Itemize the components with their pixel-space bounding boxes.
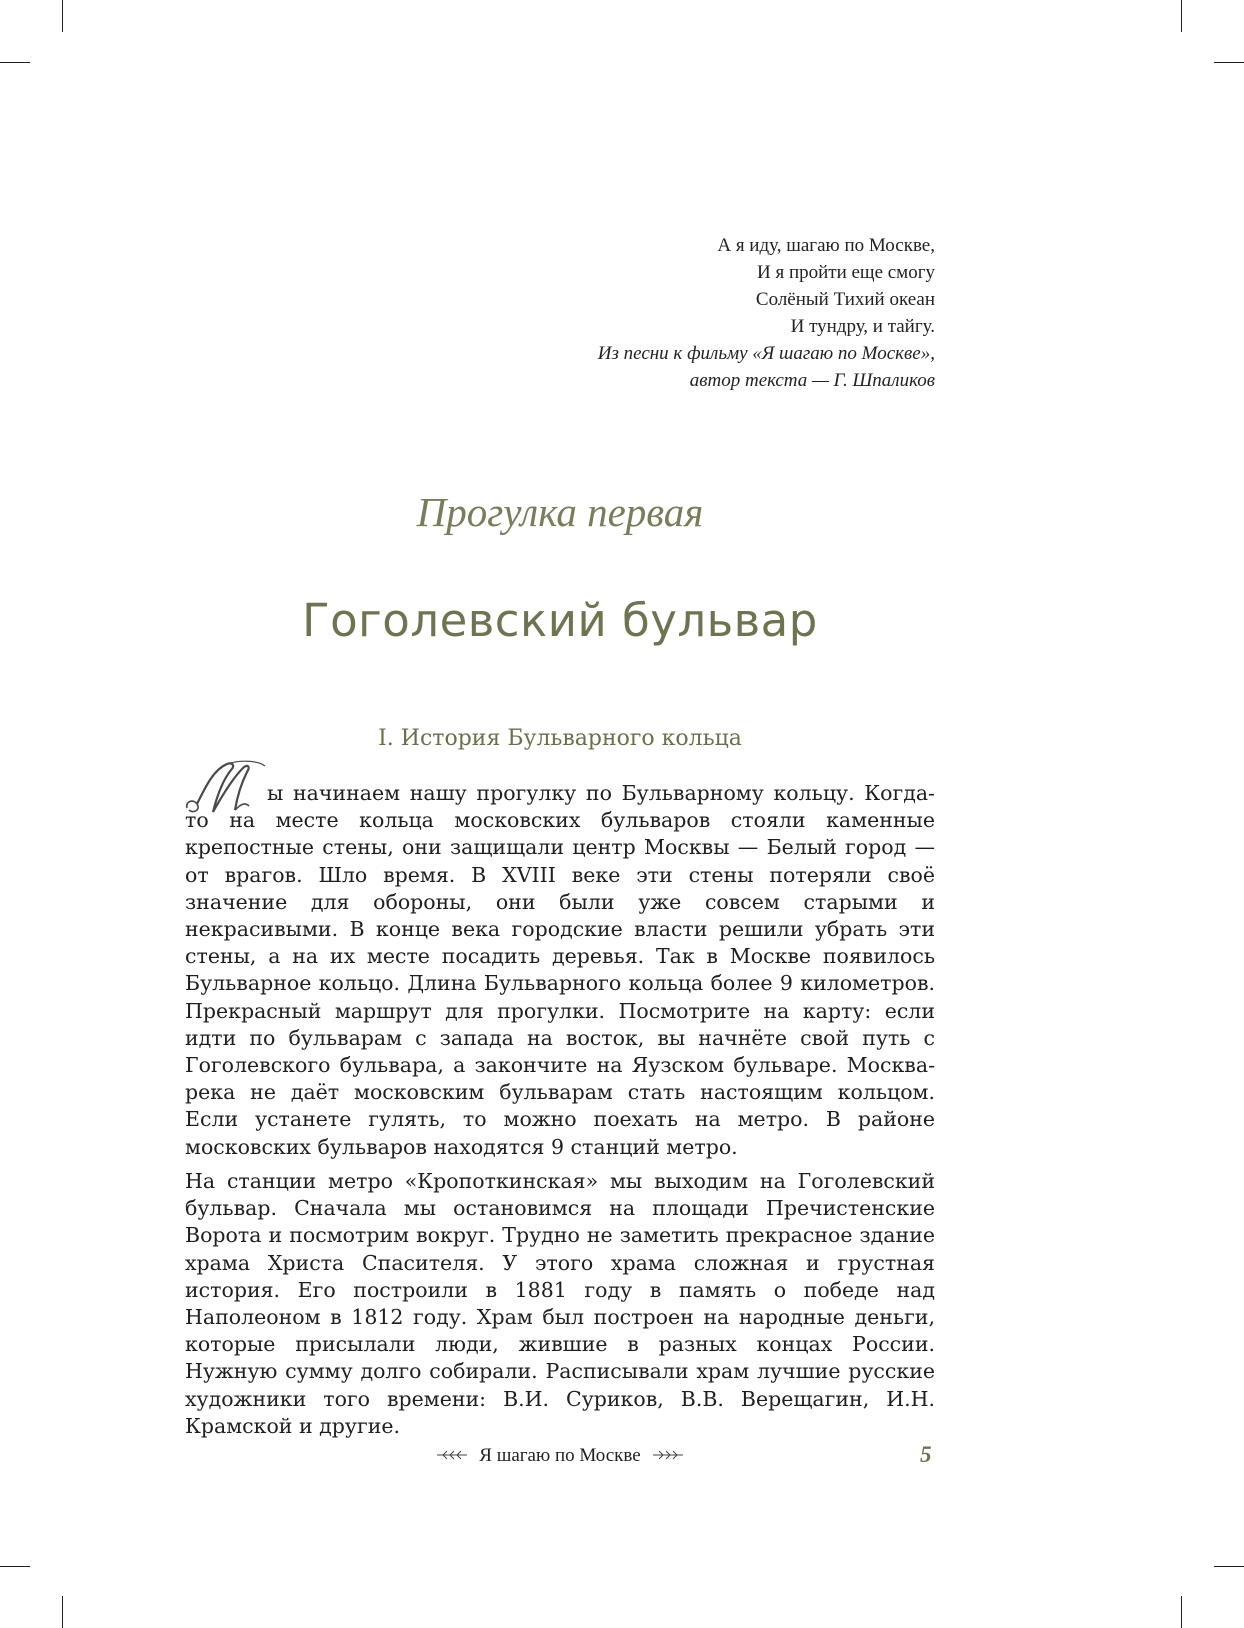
epigraph-author: автор текста — Г. Шпаликов (689, 370, 935, 391)
crop-mark (1181, 0, 1182, 32)
walk-title: Прогулка первая (416, 489, 704, 535)
drop-cap-letter: М (203, 761, 247, 818)
page-number: 5 (920, 1442, 932, 1467)
paragraph-2: На станции метро «Кропоткинская» мы выходим на Гоголевский бульвар. Сначала мы остановимся на площади Пречистенские Ворота и посмотрим вокруг. Трудно не заметить прекрасное здание храма Христа Спасителя. У этого храма сложная и грустная история. Его построили в 1881 году в память о победе над Наполеоном в 1812 году. Храм был построен на народные деньги, которые присылали люди, жившие в разных концах России. Нужную сумму долго собирали. Расписывали храм лучшие русские художники того времени: В.И. Суриков, В.В. Верещагин, И.Н. Крамской и другие. (185, 1169, 935, 1438)
epigraph-line: И я пройти еще смогу (756, 262, 935, 283)
chapter-title: Гоголевский бульвар (302, 594, 818, 647)
epigraph-source: Из песни к фильму «Я шагаю по Москве», (597, 343, 935, 364)
crop-mark (1181, 1596, 1182, 1628)
running-footer (0, 1445, 1120, 1468)
epigraph-line: А я иду, шагаю по Москве, (717, 235, 935, 256)
crop-mark (62, 1596, 63, 1628)
epigraph-line: Солёный Тихий океан (755, 289, 935, 310)
crop-mark (0, 1566, 30, 1567)
leaf-ornament-icon (435, 1446, 469, 1468)
paragraph-1-text: ы начинаем нашу прогулку по Бульварному кольцу. Когда-то на месте кольца московских бульваров стояли каменные крепостные стены, они защищали центр Москвы — Белый город — от врагов. Шло время. В XVIII веке эти стены потеряли своё значение для обороны, они были уже совсем старыми и некрасивыми. В конце века городские власти решили убрать эти стены, а на их месте посадить деревья. Так в Москве появилось Бульварное кольцо. Длина Бульварного кольца более 9 километров. Прекрасный маршрут для прогулки. Посмотрите на карту: если идти по бульварам с запада на восток, вы начнёте свой путь с Гоголевского бульвара, а закончите на Яузском бульваре. Москва-река не даёт московским бульварам стать настоящим кольцом. Если устанете гулять, то можно поехать на метро. В районе московских бульваров находятся 9 станций метро. (185, 781, 935, 1159)
leaf-ornament-icon (651, 1446, 685, 1468)
crop-mark (0, 62, 30, 63)
crop-mark (1214, 62, 1244, 63)
crop-mark (62, 0, 63, 32)
epigraph-line: И тундру, и тайгу. (790, 316, 935, 337)
paragraph-1 (185, 780, 935, 1161)
book-title: Я шагаю по Москве (479, 1445, 641, 1466)
section-title: I. История Бульварного кольца (378, 726, 742, 751)
epigraph (375, 232, 935, 394)
crop-mark (1214, 1566, 1244, 1567)
